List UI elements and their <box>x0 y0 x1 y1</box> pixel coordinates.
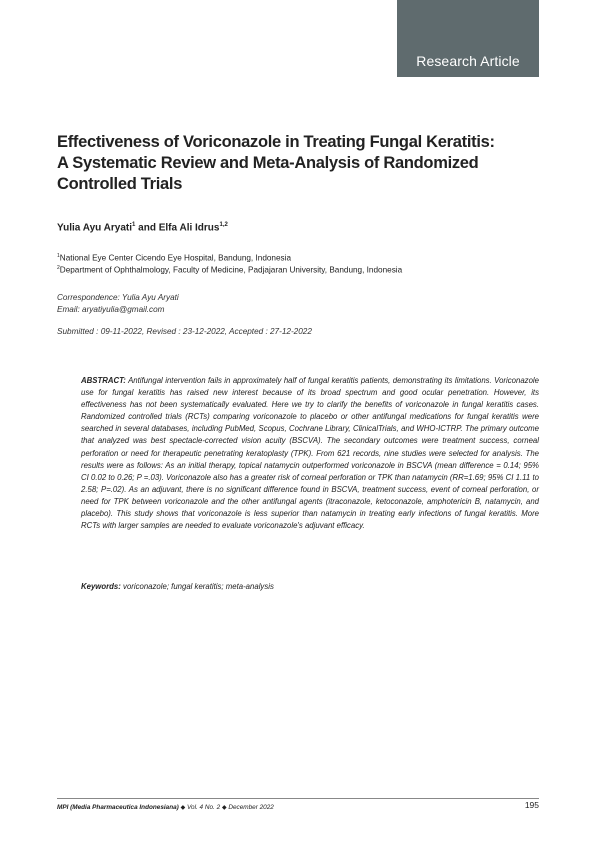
affiliation-text: National Eye Center Cicendo Eye Hospital, Bandung, Indonesia <box>59 253 291 263</box>
journal-name: MPI (Media Pharmaceutica Indonesiana) <box>57 804 179 811</box>
correspondence-email[interactable]: Email: aryatiyulia@gmail.com <box>57 305 165 314</box>
title-line-3: Controlled Trials <box>57 175 183 193</box>
author-affiliation-mark: 1,2 <box>219 222 228 228</box>
abstract <box>81 375 539 532</box>
correspondence-name: Correspondence: Yulia Ayu Aryati <box>57 293 179 302</box>
journal-footer <box>57 804 274 811</box>
page-number: 195 <box>524 800 539 810</box>
affiliation-number: 1 <box>57 253 60 259</box>
affiliation-2 <box>57 265 402 275</box>
diamond-icon: ◆ <box>180 805 186 811</box>
author-list <box>57 222 228 233</box>
keywords-text: voriconazole; fungal keratitis; meta-analysis <box>120 582 274 591</box>
diamond-icon: ◆ <box>221 805 227 811</box>
journal-date: December 2022 <box>228 804 274 811</box>
footer-divider <box>57 798 539 799</box>
affiliation-text: Department of Ophthalmology, Faculty of Medicine, Padjajaran University, Bandung, Indonesia <box>59 265 403 275</box>
article-title <box>57 132 537 195</box>
author-affiliation-mark: 1 <box>132 222 136 228</box>
title-line-2: A Systematic Review and Meta-Analysis of Randomized <box>57 154 479 172</box>
submission-dates: Submitted : 09-11-2022, Revised : 23-12-2022, Accepted : 27-12-2022 <box>57 327 312 336</box>
abstract-label: ABSTRACT: <box>81 376 126 385</box>
article-type-tab <box>397 0 539 77</box>
keywords <box>81 582 274 591</box>
author-name: Yulia Ayu Aryati <box>57 222 133 234</box>
title-line-1: Effectiveness of Voriconazole in Treating Fungal Keratitis: <box>57 133 495 151</box>
affiliation-number: 2 <box>57 265 60 271</box>
author-conjunction: and <box>135 222 159 234</box>
affiliation-1 <box>57 253 291 263</box>
abstract-text: Antifungal intervention fails in approximately half of fungal keratitis patients, demonstrating its limitations. Voriconazole use for fungal keratitis has raised new interest because of its broad spectrum and good ocular penetration. However, its effectiveness has not been systematically evaluated. Here we try to clarify the benefits of voriconazole in fungal keratitis cases. Randomized controlled trials (RCTs) comparing voriconazole to placebo or other antifungal medications for fungal keratitis were searched in several databases, including PubMed, Scopus, Cochrane Library, ClinicalTrials, and WHO-ICTRP. The primary outcome that analyzed was best spectacle-corrected vision acuity (BSCVA). The secondary outcomes were treatment success, corneal perforation or need for therapeutic penetrating keratoplasty (TPK). From 621 records, nine studies were selected for analysis. The results were as follows: As an initial therapy, topical natamycin outperformed voriconazole in BSCVA (mean difference = 0.14; 95% CI 0.02 to 0.26; P =.03). Voriconazole also has a greater risk of corneal perforation or TPK than natamycin (RR=1.69; 95% CI 1.11 to 2.58; P=.02). As an adjuvant, there is no significant difference found in BSCVA, treatment success, event of corneal perforation, or need for TPK between voriconazole and the other antifungal agents (itraconazole, ketoconazole, amphotericin B, natamycin, and placebo). This study shows that voriconazole is less superior than natamycin in treating early infections of fungal keratitis. More RCTs with larger samples are needed to evaluate voriconazole's adjuvant efficacy. <box>81 376 539 531</box>
author-name: Elfa Ali Idrus <box>158 222 220 234</box>
journal-volume: Vol. 4 No. 2 <box>187 804 221 811</box>
article-type-label: Research Article <box>416 53 520 69</box>
keywords-label: Keywords: <box>81 582 121 591</box>
